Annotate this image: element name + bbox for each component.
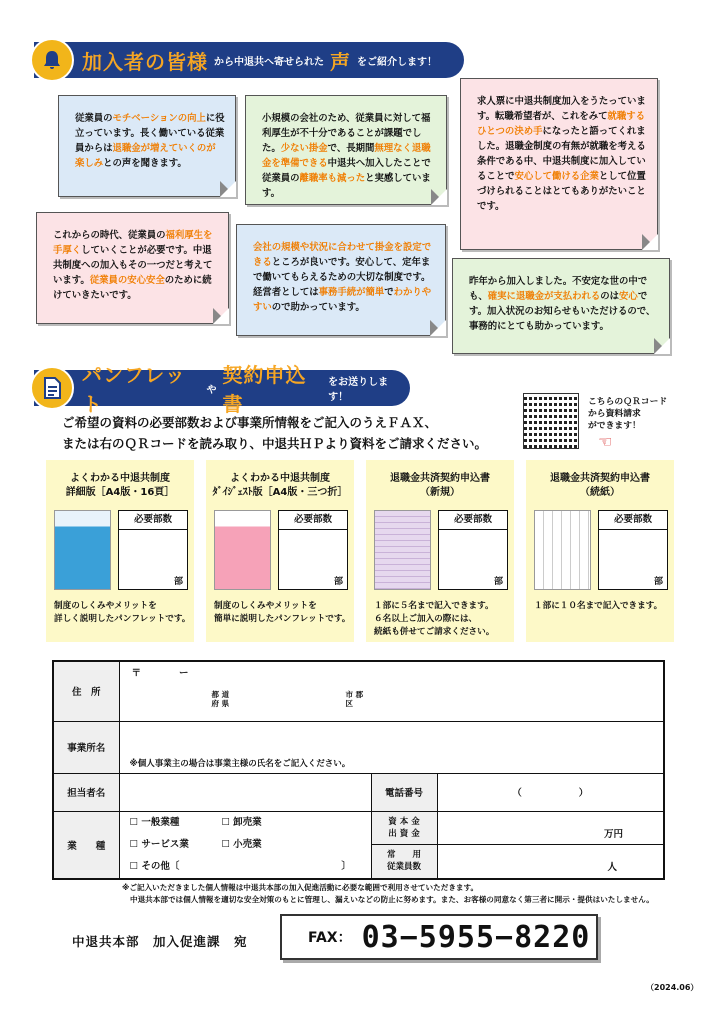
bell-icon (30, 38, 74, 82)
application-form-continuation-thumb (534, 510, 591, 590)
pointing-hand-icon: ☜ (598, 432, 613, 451)
checkbox-service[interactable]: ☐ (129, 838, 142, 850)
address-field[interactable]: 〒 ー 都 道 府 県 市 郡 区 (119, 661, 664, 721)
privacy-note-1: ※ご記入いただきました個人情報は中退共本部の加入促進活動に必要な範囲で利用させていただきます。 (122, 883, 479, 892)
qr-note: こちらのＱＲコード から資料請求 ができます！ (588, 397, 668, 431)
material-card-4: 退職金共済契約申込書 （続紙） 必要部数 部 １部に１０名まで記入できます。 (526, 460, 674, 642)
contact-label: 担当者名 (53, 773, 119, 811)
destination-office: 中退共本部 加入促進課 宛 (72, 934, 248, 949)
office-name-label: 事業所名 (53, 721, 119, 773)
voices-title-koe: 声 (330, 49, 351, 74)
contact-field[interactable] (119, 773, 371, 811)
checkbox-general[interactable]: ☐ (129, 816, 142, 828)
voices-banner (34, 42, 464, 78)
fax-number: 03−5955−8220 (361, 919, 591, 955)
material-card-3: 退職金共済契約申込書 （新規） 必要部数 部 １部に５名まで記入できます。 ６名以上ご加入の際には、 続紙も併せてご請求ください。 (366, 460, 514, 642)
quantity-box-1[interactable]: 必要部数 部 (118, 510, 188, 590)
materials-banner (34, 363, 410, 416)
quantity-box-4[interactable]: 必要部数 部 (598, 510, 668, 590)
voice-note-2: 小規模の会社のため、従業員に対して福利厚生が不十分であることが課題でした。少ない掛金で、長期間無理なく退職金を準備できる中退共へ加入したことで従業員の離職率も減ったと実感しています。 (245, 95, 447, 205)
fax-label: FAX： (308, 930, 352, 946)
application-form-new-thumb (374, 510, 431, 590)
office-name-field[interactable]: ※個人事業主の場合は事業主様の氏名をご記入ください。 (119, 721, 664, 773)
voices-title-mid: から中退共へ寄せられた (214, 56, 324, 68)
voice-note-3: 求人票に中退共制度加入をうたっています。転職希望者が、これをみて就職するひとつの決め手になったと語ってくれました。退職金制度の有無が就職を考える条件である中、中退共制度に加入していることで安心して働ける企業として位置づけられることはとてもありがたいことです。 (460, 78, 658, 250)
checkbox-retail[interactable]: ☐ (221, 838, 234, 850)
quantity-box-2[interactable]: 必要部数 部 (278, 510, 348, 590)
materials-title-end: をお送りします！ (328, 377, 389, 403)
pamphlet-cover-digest (214, 510, 271, 590)
capital-field[interactable]: 万円 (438, 812, 664, 845)
privacy-note-2: 中退共本部では個人情報を適切な安全対策のもとに管理し、漏えいなどの防止に努めます。また、お客様の同意なく第三者に開示・提供はいたしません。 (130, 895, 654, 904)
industry-label: 業 種 (53, 811, 119, 879)
request-intro: ご希望の資料の必要部数および事業所情報をご記入のうえＦＡＸ、 または右のＱＲコードを読み取り、中退共ＨＰより資料をご請求ください。 (62, 415, 488, 451)
materials-title-pamphlet: パンフレット (82, 363, 186, 416)
material-card-2: よくわかる中退共制度 ﾀﾞｲｼﾞｪｽﾄ版［A4版・三つ折］ 必要部数 部 制度のしくみやメリットを 簡単に説明したパンフレットです。 (206, 460, 354, 642)
fax-box (280, 914, 598, 960)
address-label: 住 所 (53, 661, 119, 721)
voice-note-4: これからの時代、従業員の福利厚生を手厚くしていくことが必要です。中退共制度への加入もその一つだと考えています。従業員の安心安全のために続けていきたいです。 (36, 212, 229, 324)
qr-code[interactable] (523, 393, 579, 449)
industry-options: ☐ 一般業種 ☐ 卸売業 ☐ サービス業 ☐ 小売業 ☐ その他〔 〕 (119, 811, 371, 879)
quantity-box-3[interactable]: 必要部数 部 (438, 510, 508, 590)
employees-field[interactable]: 人 (607, 862, 617, 873)
pamphlet-cover-detail (54, 510, 111, 590)
employees-label: 常 用 従業員数 (386, 850, 421, 872)
materials-title-form: 契約申込書 (222, 363, 307, 416)
materials-title-ya: や (206, 384, 217, 396)
phone-field[interactable]: （ ） (437, 773, 664, 811)
material-card-1: よくわかる中退共制度 詳細版［A4版・16頁］ 必要部数 部 制度のしくみやメリットを 詳しく説明したパンフレットです。 (46, 460, 194, 642)
checkbox-other[interactable]: ☐ (129, 860, 142, 872)
checkbox-wholesale[interactable]: ☐ (221, 816, 234, 828)
voices-title-end: をご紹介します！ (357, 56, 437, 68)
voice-note-6: 昨年から加入しました。不安定な世の中でも、確実に退職金が支払われるのは安心です。加入状況のお知らせもいただけるので、事務的にとても助かっています。 (452, 258, 670, 354)
voice-note-1: 従業員のモチベーションの向上に役立っています。長く働いている従業員からは退職金が増えていくのが楽しみとの声を聞きます。 (58, 95, 236, 197)
capital-label: 資 本 金 出 資 金 (372, 812, 437, 845)
office-info-form (52, 660, 665, 880)
document-icon (30, 366, 74, 410)
phone-label: 電話番号 (371, 773, 437, 811)
voice-note-5: 会社の規模や状況に合わせて掛金を設定できるところが良いです。安心して、定年まで働いてもらえるための大切な制度です。経営者としては事務手続が簡単でわかりやすいので助かっています。 (236, 224, 446, 336)
voices-title-main: 加入者の皆様 (82, 49, 208, 74)
issue-date: （2024.06） (646, 983, 699, 992)
